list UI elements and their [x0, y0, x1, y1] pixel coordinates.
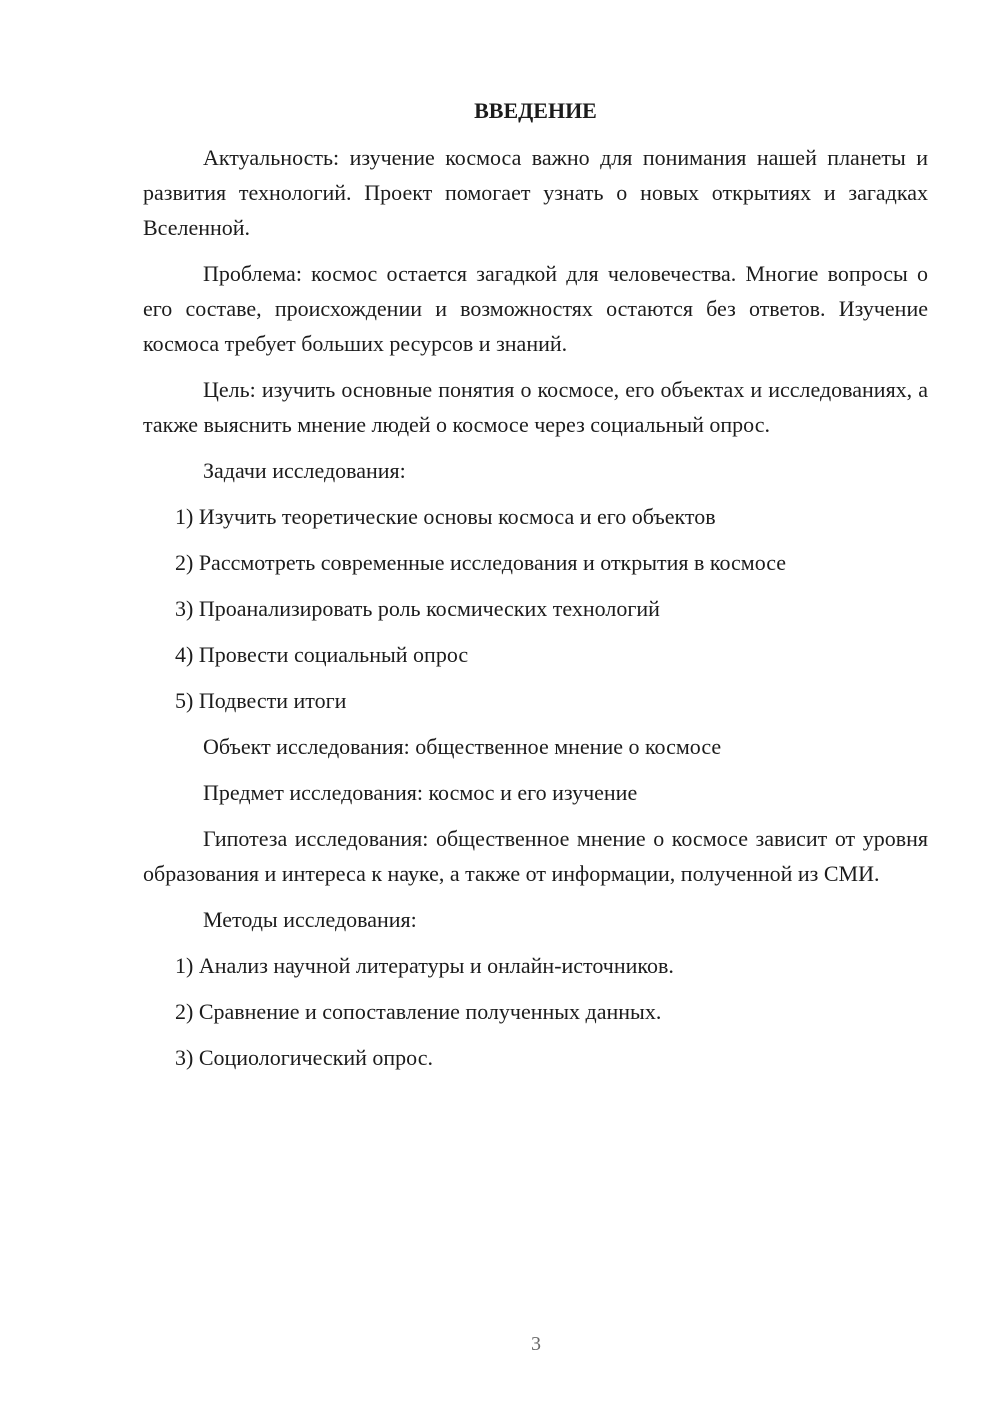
list-item: 3) Проанализировать роль космических технологий — [175, 596, 660, 621]
problem-paragraph: Проблема: космос остается загадкой для человечества. Многие вопросы о его составе, происхождении и возможностях остаются без ответов. Изучение космоса требует больших ресурсов и знаний. — [143, 261, 928, 356]
list-item: 2) Сравнение и сопоставление полученных данных. — [175, 999, 662, 1024]
list-item: 1) Анализ научной литературы и онлайн-источников. — [175, 953, 674, 978]
object-paragraph: Объект исследования: общественное мнение о космосе — [203, 734, 722, 759]
list-item: 5) Подвести итоги — [175, 688, 347, 713]
tasks-list — [143, 499, 928, 718]
list-item: 3) Социологический опрос. — [175, 1045, 433, 1070]
section-heading: ВВЕДЕНИЕ — [474, 98, 597, 123]
list-item: 2) Рассмотреть современные исследования и открытия в космосе — [175, 550, 787, 575]
subject-paragraph: Предмет исследования: космос и его изучение — [203, 780, 638, 805]
hypothesis-paragraph: Гипотеза исследования: общественное мнение о космосе зависит от уровня образования и интереса к науке, а также от информации, полученной из СМИ. — [143, 826, 928, 886]
page-number: 3 — [531, 1333, 541, 1355]
methods-list — [143, 948, 928, 1075]
list-item: 1) Изучить теоретические основы космоса и его объектов — [175, 504, 716, 529]
relevance-paragraph: Актуальность: изучение космоса важно для понимания нашей планеты и развития технологий. Проект помогает узнать о новых открытиях и загадках Вселенной. — [143, 145, 928, 240]
list-item: 4) Провести социальный опрос — [175, 642, 469, 667]
tasks-title: Задачи исследования: — [203, 458, 406, 483]
goal-paragraph: Цель: изучить основные понятия о космосе, его объектах и исследованиях, а также выяснить мнение людей о космосе через социальный опрос. — [143, 377, 928, 437]
document-page — [143, 96, 928, 1086]
methods-title: Методы исследования: — [203, 907, 417, 932]
